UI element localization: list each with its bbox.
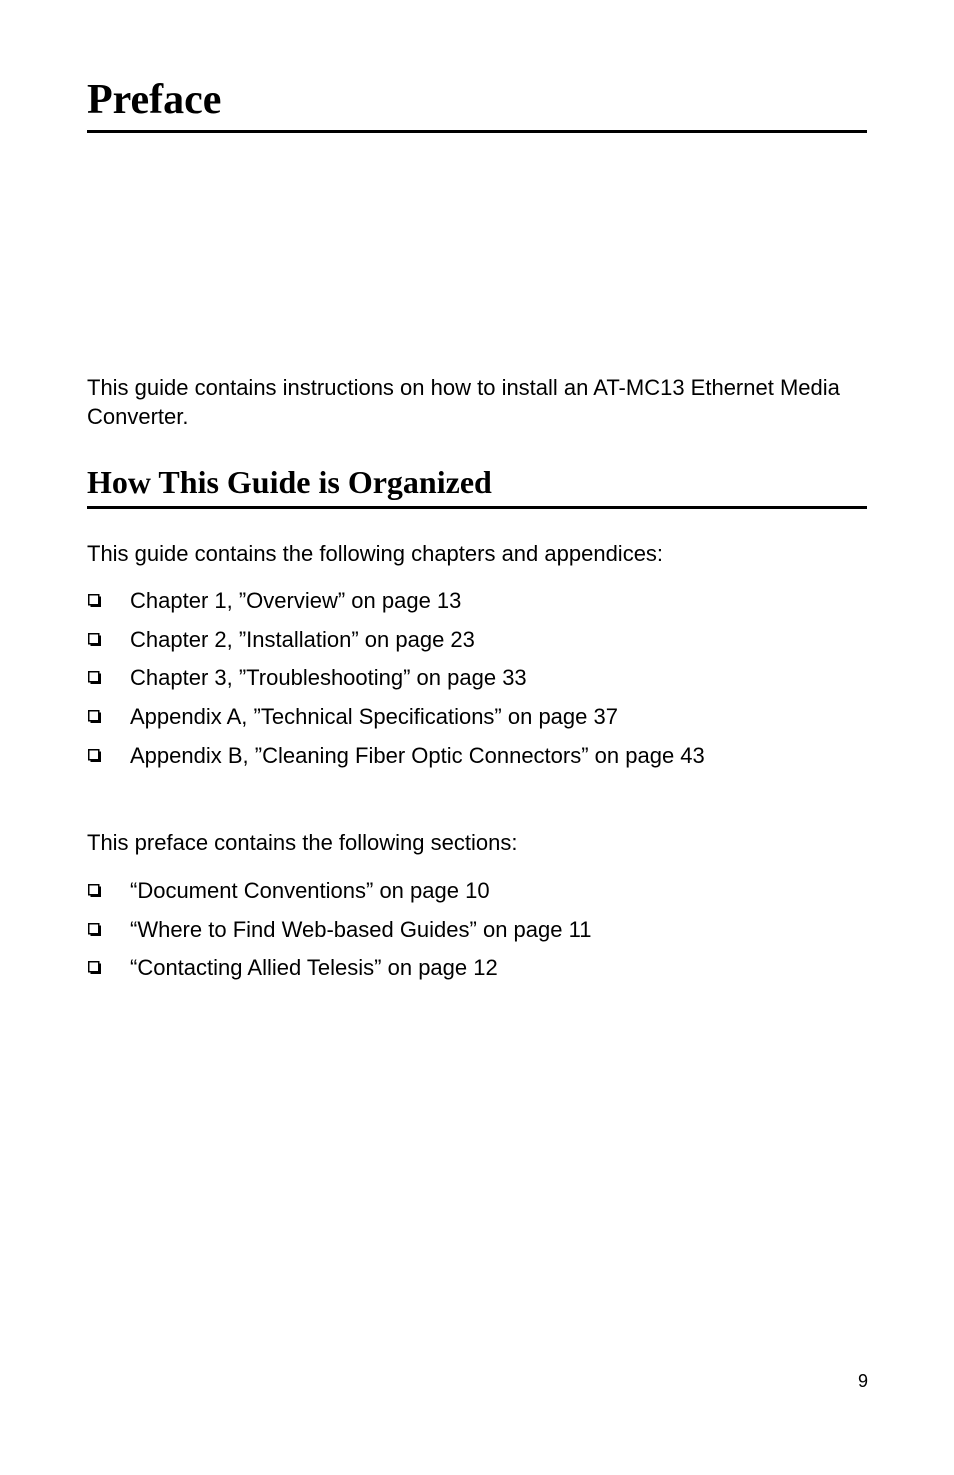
list-item-text: “Where to Find Web-based Guides” on page 11 [130, 916, 592, 942]
box-bullet-icon [88, 923, 101, 936]
section-heading-organization: How This Guide is Organized [87, 464, 492, 500]
list-item [87, 586, 877, 625]
list-item [87, 663, 877, 702]
box-bullet-icon [88, 671, 101, 684]
box-bullet-icon [88, 884, 101, 897]
page-number: 9 [857, 1371, 868, 1391]
list-item-text: Chapter 3, ”Troubleshooting” on page 33 [130, 665, 527, 691]
sections-list [87, 876, 877, 992]
list-item [87, 702, 877, 741]
section-rule [87, 506, 867, 509]
list-item-text: Appendix A, ”Technical Specifications” on page 37 [130, 704, 618, 730]
list-item-text: Chapter 2, ”Installation” on page 23 [130, 626, 475, 652]
list-item [87, 876, 877, 915]
page-title: Preface [87, 77, 222, 123]
title-rule [87, 130, 867, 133]
list-item [87, 915, 877, 954]
list-item [87, 953, 877, 992]
box-bullet-icon [88, 594, 101, 607]
intro-paragraph: This guide contains instructions on how to install an AT-MC13 Ethernet Media Converter. [87, 375, 840, 429]
box-bullet-icon [88, 710, 101, 723]
list-item-text: “Document Conventions” on page 10 [130, 878, 490, 903]
box-bullet-icon [88, 749, 101, 762]
box-bullet-icon [88, 961, 101, 974]
sections-intro: This preface contains the following sections: [87, 830, 518, 855]
list-item-text: Chapter 1, ”Overview” on page 13 [130, 588, 462, 613]
list-item-text: Appendix B, ”Cleaning Fiber Optic Connectors” on page 43 [130, 742, 705, 768]
chapters-list [87, 586, 877, 779]
chapters-intro: This guide contains the following chapters and appendices: [87, 541, 664, 566]
list-item-text: “Contacting Allied Telesis” on page 12 [130, 955, 498, 981]
box-bullet-icon [88, 633, 101, 646]
list-item [87, 741, 877, 780]
list-item [87, 625, 877, 664]
